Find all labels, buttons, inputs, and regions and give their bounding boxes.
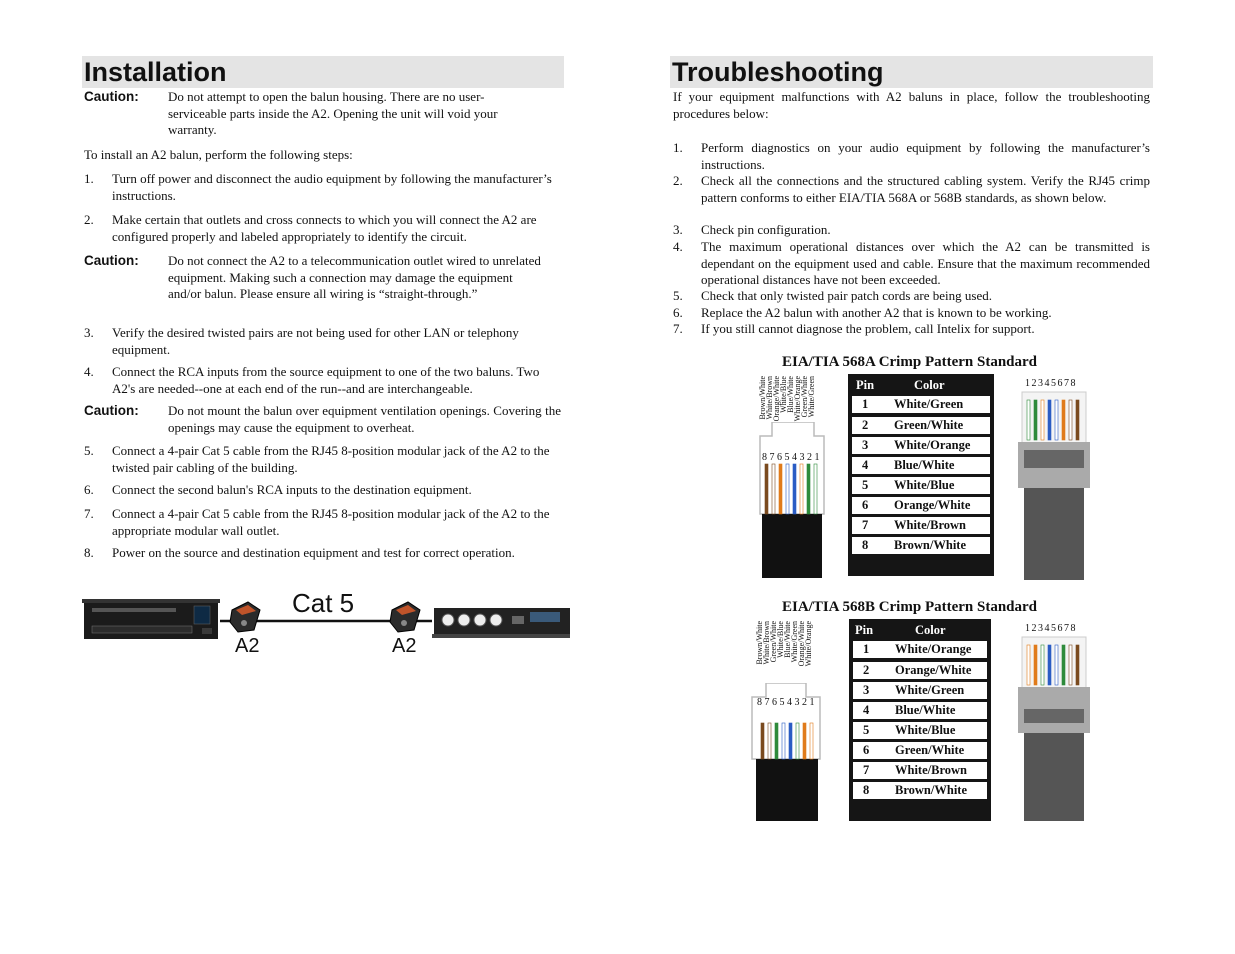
pin-color: Blue/White	[895, 703, 956, 717]
caution-text-3: Do not mount the balun over equipment ventilation openings. Covering the openings may cause the equipment to overheat.	[168, 403, 561, 435]
trouble-step-text: The maximum operational distances over which the A2 can be transmitted is dependant on the equipment used and cable. Ensure that the maximum recommended operational distances have not been exceeded.	[701, 239, 1150, 287]
pin-header: Pin	[856, 378, 875, 392]
pin-row	[852, 477, 990, 494]
install-step-text: Power on the source and destination equipment and test for correct operation.	[112, 545, 515, 560]
wire-strand	[772, 464, 775, 514]
trouble-step-text: Check all the connections and the structured cabling system. Verify the RJ45 crimp pattern conforms to either EIA/TIA 568A or 568B standards, as shown below.	[701, 173, 1150, 205]
wire-strand	[1027, 645, 1030, 685]
wire-label: White/Green	[807, 376, 816, 418]
wire-strand	[789, 723, 792, 759]
plug-568b-icon	[1018, 635, 1092, 821]
wire-strand	[779, 464, 782, 514]
trouble-step-num: 1.	[673, 140, 683, 155]
install-step-text: Make certain that outlets and cross connects to which you will connect the A2 are configured properly and labeled appropriately to identify the circuit.	[112, 212, 537, 244]
wire-strand	[1055, 400, 1058, 440]
pin-row	[852, 537, 990, 554]
install-step-num: 4.	[84, 364, 94, 379]
pin-number: 3	[863, 683, 870, 697]
pin-number: 6	[862, 498, 869, 512]
trouble-step-num: 5.	[673, 288, 683, 303]
crimp-figure-568a	[756, 352, 1092, 580]
pin-number: 8	[863, 783, 870, 797]
wire-label: Orange/White	[797, 621, 806, 667]
pin-row	[852, 497, 990, 514]
installation-heading: Installation	[82, 56, 564, 88]
pin-color: White/Orange	[894, 438, 971, 452]
trouble-step-text: If you still cannot diagnose the problem, call Intelix for support.	[701, 321, 1035, 336]
install-step-text: Connect the RCA inputs from the source equipment to one of the two baluns. Two A2's are needed--one at each end of the run--and are interchangeable.	[112, 364, 540, 396]
wire-label: White/Brown	[762, 621, 771, 665]
wire-strand	[1055, 645, 1058, 685]
pin-row	[853, 782, 987, 799]
trouble-step-num: 3.	[673, 222, 683, 237]
troubleshooting-heading: Troubleshooting	[670, 56, 1153, 88]
source-receiver-icon	[82, 599, 220, 639]
pin-row	[853, 742, 987, 759]
wire-strand	[1048, 645, 1051, 685]
wire-strand	[1076, 645, 1079, 685]
pin-color: Orange/White	[895, 663, 972, 677]
pin-row	[853, 702, 987, 719]
trouble-step-text: Perform diagnostics on your audio equipment by following the manufacturer’s instructions.	[701, 140, 1150, 172]
plug-pins-568a: 1 2 3 4 5 6 7 8	[1025, 378, 1075, 389]
pin-row	[852, 517, 990, 534]
wire-strand	[1069, 645, 1072, 685]
pin-number: 5	[863, 723, 870, 737]
cable-label: Cat 5	[292, 588, 355, 618]
pin-table-568a	[848, 374, 994, 576]
wire-strand	[800, 464, 803, 514]
pin-number: 7	[862, 518, 869, 532]
pin-number: 1	[863, 642, 870, 656]
wire-label: Green/White	[800, 376, 809, 418]
pin-number: 6	[863, 743, 870, 757]
wire-strand	[814, 464, 817, 514]
install-step-text: Connect a 4-pair Cat 5 cable from the RJ45 8-position modular jack of the A2 to the twisted pair cabling of the building.	[112, 443, 550, 475]
wire-strand	[807, 464, 810, 514]
pin-color: Brown/White	[895, 783, 967, 797]
pin-color: White/Orange	[895, 642, 972, 656]
pin-number: 2	[863, 663, 870, 677]
wire-label: Blue/White	[786, 376, 795, 413]
wire-label: Brown/White	[758, 376, 767, 420]
wire-strand	[765, 464, 768, 514]
wire-strand	[1041, 400, 1044, 440]
plug-pins-568b: 1 2 3 4 5 6 7 8	[1025, 623, 1075, 634]
pin-number: 7	[863, 763, 870, 777]
install-step-text: Connect a 4-pair Cat 5 cable from the RJ45 8-position modular jack of the A2 to the appropriate modular wall outlet.	[112, 506, 550, 538]
installation-diagram	[82, 588, 572, 660]
jack-pins-568b: 8 7 6 5 4 3 2 1	[757, 697, 815, 708]
pin-row	[852, 437, 990, 454]
balun-label-right: A2	[392, 635, 417, 657]
balun-right-icon	[390, 602, 420, 632]
wire-strand	[1027, 400, 1030, 440]
wire-label: White/Blue	[776, 621, 785, 658]
pin-color: Brown/White	[894, 538, 966, 552]
trouble-step-text: Check pin configuration.	[701, 222, 831, 237]
pin-row	[853, 682, 987, 699]
install-step-num: 7.	[84, 506, 94, 521]
pin-color: Green/White	[894, 418, 964, 432]
wire-strand	[810, 723, 813, 759]
pin-row	[852, 396, 990, 413]
pin-color: White/Blue	[894, 478, 955, 492]
pin-row	[853, 722, 987, 739]
pin-number: 1	[862, 397, 869, 411]
pin-color: White/Blue	[895, 723, 956, 737]
pin-row	[853, 641, 987, 658]
install-step-num: 1.	[84, 171, 94, 186]
trouble-step-num: 2.	[673, 173, 683, 188]
pin-row	[853, 662, 987, 679]
pin-color: Green/White	[895, 743, 965, 757]
destination-amplifier-icon	[432, 608, 570, 638]
install-step-num: 8.	[84, 545, 94, 560]
caution-label-3: Caution:	[84, 403, 139, 418]
wire-strand	[1048, 400, 1051, 440]
wire-strand	[1069, 400, 1072, 440]
wire-label: White/Green	[790, 621, 799, 663]
wire-strand	[1076, 400, 1079, 440]
crimp-title-568a: EIA/TIA 568A Crimp Pattern Standard	[782, 354, 1038, 370]
install-intro: To install an A2 balun, perform the following steps:	[84, 147, 353, 162]
pin-color: White/Green	[894, 397, 964, 411]
install-step-num: 2.	[84, 212, 94, 227]
wire-label: Orange/White	[772, 376, 781, 422]
pin-header: Pin	[855, 623, 874, 637]
balun-left-icon	[230, 602, 260, 632]
install-step-text: Turn off power and disconnect the audio equipment by following the manufacturer’s instructions.	[112, 171, 552, 203]
pin-color: White/Brown	[895, 763, 967, 777]
wire-strand	[803, 723, 806, 759]
install-step-num: 6.	[84, 482, 94, 497]
caution-label-2: Caution:	[84, 253, 139, 268]
crimp-title-568b: EIA/TIA 568B Crimp Pattern Standard	[782, 599, 1038, 615]
caution-text-1: Do not attempt to open the balun housing. There are no user-serviceable parts inside the A2. Opening the unit will void your warranty.	[168, 89, 498, 137]
trouble-step-text: Check that only twisted pair patch cords are being used.	[701, 288, 992, 303]
wire-strand	[786, 464, 789, 514]
wire-strand	[1062, 400, 1065, 440]
pin-color: Blue/White	[894, 458, 955, 472]
balun-label-left: A2	[235, 635, 260, 657]
pin-number: 3	[862, 438, 869, 452]
wire-strand	[1034, 645, 1037, 685]
wire-label: White/Orange	[804, 621, 813, 667]
wire-strand	[782, 723, 785, 759]
pin-number: 4	[862, 458, 869, 472]
pin-row	[852, 457, 990, 474]
wire-strand	[768, 723, 771, 759]
trouble-step-num: 4.	[673, 239, 683, 254]
wire-strand	[775, 723, 778, 759]
trouble-step-text: Replace the A2 balun with another A2 that is known to be working.	[701, 305, 1052, 320]
pin-number: 8	[862, 538, 869, 552]
pin-number: 2	[862, 418, 869, 432]
wire-label: Green/White	[769, 621, 778, 663]
install-step-num: 5.	[84, 443, 94, 458]
trouble-step-num: 6.	[673, 305, 683, 320]
pin-row	[852, 417, 990, 434]
wire-label: Brown/White	[755, 621, 764, 665]
caution-label-1: Caution:	[84, 89, 139, 104]
troubleshooting-intro: If your equipment malfunctions with A2 baluns in place, follow the troubleshooting procedures below:	[673, 89, 1150, 121]
wire-strand	[1034, 400, 1037, 440]
crimp-figure-568b	[752, 597, 1092, 825]
wire-strand	[793, 464, 796, 514]
caution-text-2: Do not connect the A2 to a telecommunication outlet wired to unrelated equipment. Making such a connection may damage the equipment and/or balun. Please ensure all wiring is “straight-through.”	[168, 253, 541, 301]
color-header: Color	[914, 378, 945, 392]
pin-row	[853, 762, 987, 779]
pin-number: 5	[862, 478, 869, 492]
wire-strand	[761, 723, 764, 759]
wire-strand	[1062, 645, 1065, 685]
pin-number: 4	[863, 703, 870, 717]
trouble-step-num: 7.	[673, 321, 683, 336]
pin-color: Orange/White	[894, 498, 971, 512]
color-header: Color	[915, 623, 946, 637]
wire-label: White/Blue	[779, 376, 788, 413]
plug-568a-icon	[1018, 390, 1092, 580]
pin-color: White/Green	[895, 683, 965, 697]
wire-label: Blue/White	[783, 621, 792, 658]
install-step-num: 3.	[84, 325, 94, 340]
jack-568a-icon	[756, 422, 828, 578]
wire-label: White/Orange	[793, 376, 802, 422]
pin-table-568b	[849, 619, 991, 821]
install-step-text: Connect the second balun's RCA inputs to the destination equipment.	[112, 482, 472, 497]
pin-color: White/Brown	[894, 518, 966, 532]
wire-strand	[1041, 645, 1044, 685]
install-step-text: Verify the desired twisted pairs are not being used for other LAN or telephony equipment.	[112, 325, 519, 357]
wire-label: White/Brown	[765, 376, 774, 420]
wire-strand	[796, 723, 799, 759]
jack-pins-568a: 8 7 6 5 4 3 2 1	[762, 452, 820, 463]
